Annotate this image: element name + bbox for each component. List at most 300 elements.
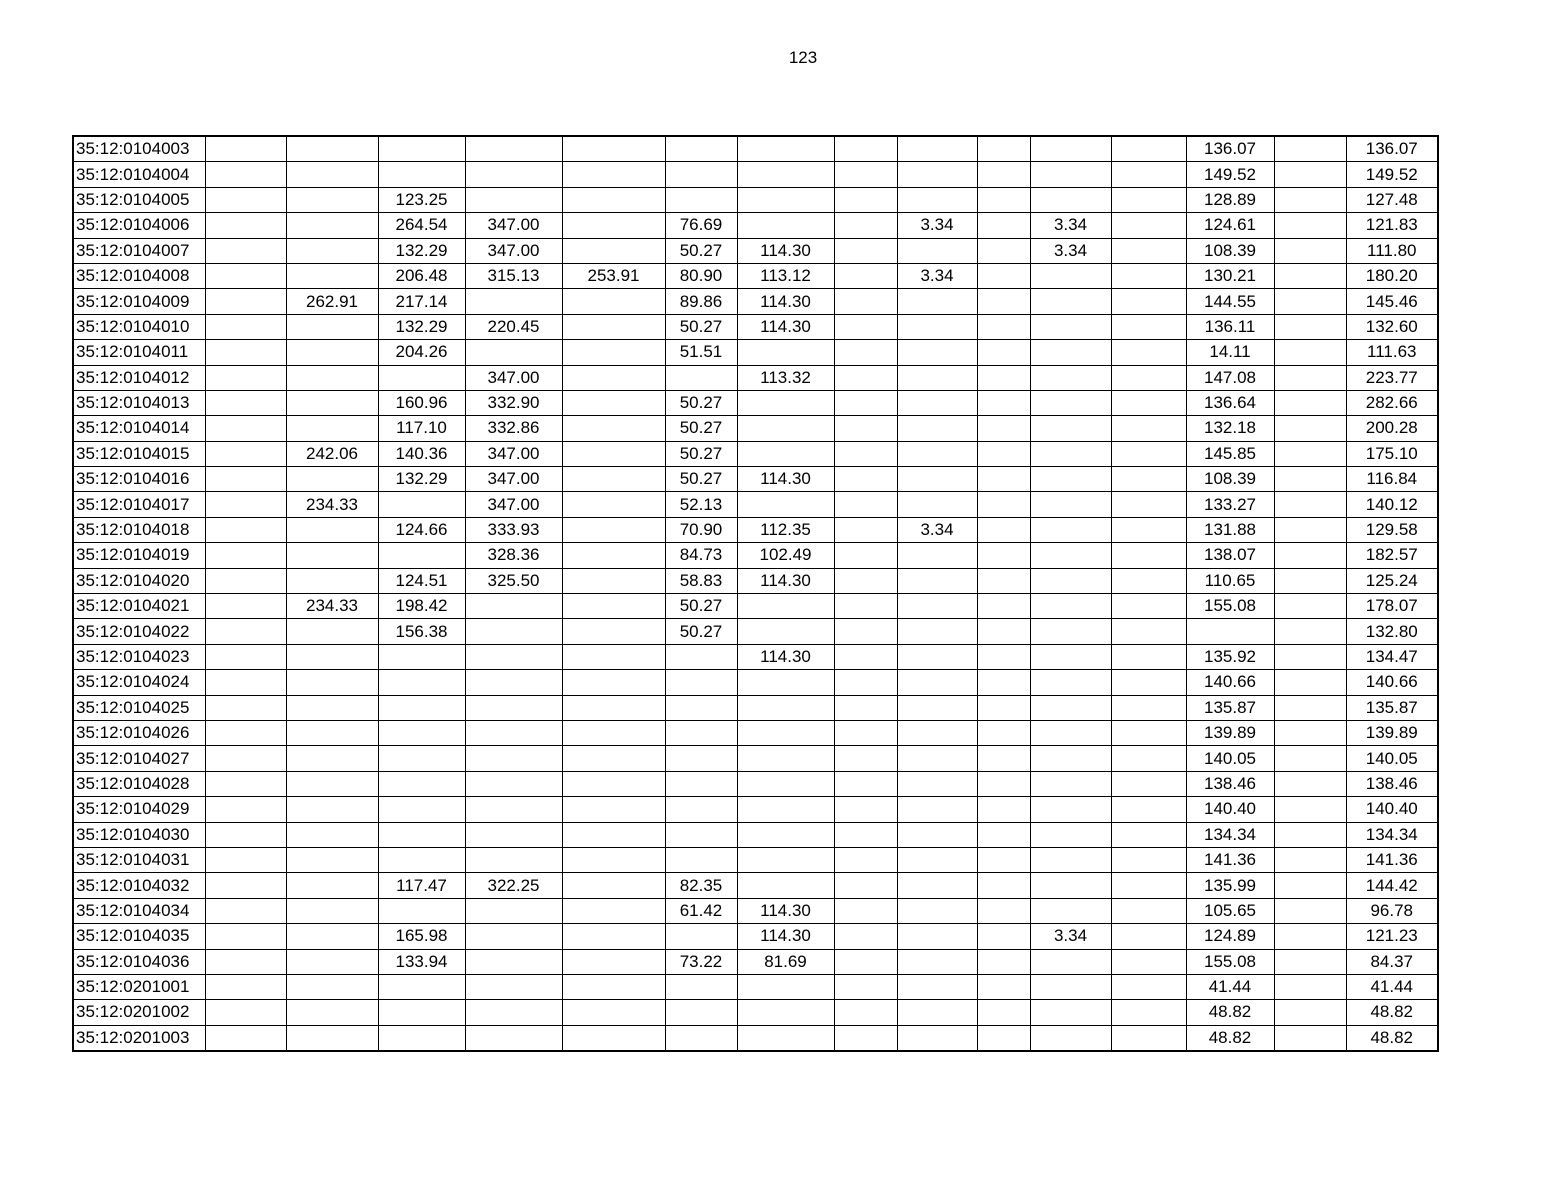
- table-cell: [205, 746, 286, 771]
- table-cell: [378, 1025, 465, 1051]
- table-cell: 136.11: [1186, 314, 1274, 339]
- table-cell: [897, 187, 977, 212]
- table-cell: [205, 619, 286, 644]
- table-cell: 234.33: [286, 492, 378, 517]
- table-cell: 50.27: [665, 441, 737, 466]
- table-cell: [834, 314, 897, 339]
- table-cell: [205, 974, 286, 999]
- table-cell: [286, 314, 378, 339]
- table-cell: 234.33: [286, 594, 378, 619]
- table-cell: [465, 187, 562, 212]
- table-cell: [286, 467, 378, 492]
- data-table: [72, 135, 1439, 1052]
- table-cell: [665, 644, 737, 669]
- table-cell: [286, 924, 378, 949]
- table-cell: 223.77: [1346, 365, 1438, 390]
- table-cell: [977, 238, 1030, 263]
- table-cell: [977, 873, 1030, 898]
- table-cell: 132.29: [378, 314, 465, 339]
- table-cell: [1030, 822, 1111, 847]
- table-cell: [1030, 162, 1111, 187]
- table-cell: [1111, 949, 1186, 974]
- table-cell: 89.86: [665, 289, 737, 314]
- table-cell: [977, 797, 1030, 822]
- table-cell: [834, 263, 897, 288]
- table-cell: [897, 746, 977, 771]
- row-id-cell: 35:12:0104034: [73, 898, 205, 923]
- table-cell: [562, 822, 665, 847]
- table-row: [73, 416, 1438, 441]
- table-cell: [1030, 974, 1111, 999]
- table-cell: [977, 365, 1030, 390]
- table-cell: 144.55: [1186, 289, 1274, 314]
- table-cell: 3.34: [897, 263, 977, 288]
- table-cell: 253.91: [562, 263, 665, 288]
- table-row: [73, 187, 1438, 212]
- table-cell: [1030, 492, 1111, 517]
- table-cell: [1030, 720, 1111, 745]
- table-cell: [286, 974, 378, 999]
- table-row: [73, 162, 1438, 187]
- table-cell: [562, 213, 665, 238]
- row-id-cell: 35:12:0104016: [73, 467, 205, 492]
- table-cell: [897, 314, 977, 339]
- table-cell: 242.06: [286, 441, 378, 466]
- table-cell: [378, 670, 465, 695]
- table-cell: [977, 543, 1030, 568]
- table-cell: [834, 949, 897, 974]
- table-cell: 347.00: [465, 213, 562, 238]
- table-cell: [834, 924, 897, 949]
- table-cell: [1030, 517, 1111, 542]
- table-cell: [205, 136, 286, 162]
- table-cell: [286, 340, 378, 365]
- table-cell: [562, 924, 665, 949]
- table-cell: [1111, 822, 1186, 847]
- table-cell: 180.20: [1346, 263, 1438, 288]
- table-cell: [205, 898, 286, 923]
- table-cell: [834, 797, 897, 822]
- table-cell: 48.82: [1346, 1025, 1438, 1051]
- table-cell: 50.27: [665, 619, 737, 644]
- table-cell: [286, 1000, 378, 1025]
- row-id-cell: 35:12:0104026: [73, 720, 205, 745]
- table-cell: [737, 695, 834, 720]
- table-cell: [665, 822, 737, 847]
- row-id-cell: 35:12:0104032: [73, 873, 205, 898]
- table-cell: [286, 746, 378, 771]
- table-cell: 124.66: [378, 517, 465, 542]
- table-cell: [1274, 847, 1346, 872]
- table-cell: [1030, 314, 1111, 339]
- table-cell: 282.66: [1346, 390, 1438, 415]
- table-cell: 73.22: [665, 949, 737, 974]
- table-cell: 328.36: [465, 543, 562, 568]
- table-cell: [897, 670, 977, 695]
- table-cell: [1030, 670, 1111, 695]
- table-cell: [977, 441, 1030, 466]
- table-cell: [465, 340, 562, 365]
- table-row: [73, 213, 1438, 238]
- table-cell: 136.64: [1186, 390, 1274, 415]
- table-cell: 133.27: [1186, 492, 1274, 517]
- table-row: [73, 771, 1438, 796]
- table-cell: 114.30: [737, 568, 834, 593]
- table-cell: [205, 543, 286, 568]
- table-cell: 48.82: [1186, 1025, 1274, 1051]
- table-cell: 130.21: [1186, 263, 1274, 288]
- table-cell: 217.14: [378, 289, 465, 314]
- row-id-cell: 35:12:0104019: [73, 543, 205, 568]
- table-cell: [1274, 974, 1346, 999]
- table-cell: [834, 1000, 897, 1025]
- table-cell: 58.83: [665, 568, 737, 593]
- row-id-cell: 35:12:0201002: [73, 1000, 205, 1025]
- table-cell: 111.80: [1346, 238, 1438, 263]
- table-cell: 96.78: [1346, 898, 1438, 923]
- table-cell: [1111, 340, 1186, 365]
- table-cell: [897, 1000, 977, 1025]
- row-id-cell: 35:12:0104024: [73, 670, 205, 695]
- table-cell: [465, 898, 562, 923]
- row-id-cell: 35:12:0104035: [73, 924, 205, 949]
- table-cell: [834, 365, 897, 390]
- table-cell: [205, 695, 286, 720]
- table-cell: [562, 949, 665, 974]
- table-cell: [1111, 1000, 1186, 1025]
- table-cell: [1030, 340, 1111, 365]
- table-cell: [562, 695, 665, 720]
- table-row: [73, 365, 1438, 390]
- table-cell: [1274, 594, 1346, 619]
- table-cell: [834, 720, 897, 745]
- table-cell: [562, 644, 665, 669]
- table-cell: [1030, 568, 1111, 593]
- table-cell: [378, 162, 465, 187]
- table-cell: [897, 720, 977, 745]
- table-cell: [562, 720, 665, 745]
- table-cell: [378, 1000, 465, 1025]
- table-cell: 114.30: [737, 924, 834, 949]
- table-cell: [1274, 619, 1346, 644]
- table-cell: [834, 670, 897, 695]
- table-row: [73, 340, 1438, 365]
- table-cell: 156.38: [378, 619, 465, 644]
- table-cell: 140.40: [1186, 797, 1274, 822]
- table-cell: [465, 771, 562, 796]
- table-cell: [205, 390, 286, 415]
- table-cell: [1030, 873, 1111, 898]
- table-cell: [1274, 213, 1346, 238]
- table-cell: [834, 238, 897, 263]
- table-cell: [665, 136, 737, 162]
- table-cell: [1030, 695, 1111, 720]
- table-cell: [1274, 949, 1346, 974]
- table-cell: [378, 136, 465, 162]
- table-row: [73, 1025, 1438, 1051]
- table-cell: [1111, 797, 1186, 822]
- table-row: [73, 238, 1438, 263]
- table-cell: [205, 670, 286, 695]
- table-cell: [737, 670, 834, 695]
- row-id-cell: 35:12:0104014: [73, 416, 205, 441]
- table-cell: [897, 136, 977, 162]
- table-cell: [286, 695, 378, 720]
- table-cell: [378, 822, 465, 847]
- table-row: [73, 949, 1438, 974]
- table-row: [73, 1000, 1438, 1025]
- table-cell: [737, 416, 834, 441]
- table-cell: [1030, 416, 1111, 441]
- table-cell: 155.08: [1186, 594, 1274, 619]
- table-cell: [286, 238, 378, 263]
- table-cell: [834, 136, 897, 162]
- table-cell: [205, 822, 286, 847]
- table-cell: 325.50: [465, 568, 562, 593]
- table-cell: [286, 720, 378, 745]
- table-cell: [205, 949, 286, 974]
- table-cell: [1111, 365, 1186, 390]
- table-cell: 61.42: [665, 898, 737, 923]
- table-cell: 347.00: [465, 467, 562, 492]
- table-cell: [834, 822, 897, 847]
- table-cell: [897, 467, 977, 492]
- table-cell: [665, 365, 737, 390]
- table-cell: 133.94: [378, 949, 465, 974]
- table-cell: [562, 238, 665, 263]
- table-cell: [977, 314, 1030, 339]
- table-cell: [562, 594, 665, 619]
- table-cell: 116.84: [1346, 467, 1438, 492]
- table-cell: [897, 162, 977, 187]
- table-cell: 50.27: [665, 390, 737, 415]
- table-row: [73, 670, 1438, 695]
- table-cell: [1030, 136, 1111, 162]
- table-cell: [1030, 898, 1111, 923]
- table-cell: 134.47: [1346, 644, 1438, 669]
- table-cell: 134.34: [1186, 822, 1274, 847]
- table-cell: [897, 644, 977, 669]
- table-cell: [465, 162, 562, 187]
- table-cell: [286, 619, 378, 644]
- table-cell: 315.13: [465, 263, 562, 288]
- table-cell: 132.60: [1346, 314, 1438, 339]
- table-cell: [897, 416, 977, 441]
- table-cell: 347.00: [465, 492, 562, 517]
- row-id-cell: 35:12:0104029: [73, 797, 205, 822]
- table-cell: 114.30: [737, 238, 834, 263]
- table-cell: [1111, 1025, 1186, 1051]
- table-body: [73, 136, 1438, 1051]
- table-cell: 220.45: [465, 314, 562, 339]
- table-cell: 14.11: [1186, 340, 1274, 365]
- table-cell: [977, 263, 1030, 288]
- table-cell: [977, 644, 1030, 669]
- table-cell: [897, 771, 977, 796]
- table-cell: [562, 873, 665, 898]
- table-cell: [737, 441, 834, 466]
- table-cell: [1030, 949, 1111, 974]
- table-cell: [977, 467, 1030, 492]
- table-cell: 322.25: [465, 873, 562, 898]
- table-cell: [205, 187, 286, 212]
- table-cell: [1274, 720, 1346, 745]
- table-cell: 138.07: [1186, 543, 1274, 568]
- table-cell: [205, 263, 286, 288]
- table-cell: [1111, 924, 1186, 949]
- table-cell: [834, 517, 897, 542]
- table-cell: [897, 1025, 977, 1051]
- table-cell: [1111, 263, 1186, 288]
- table-cell: [286, 1025, 378, 1051]
- table-cell: [562, 416, 665, 441]
- table-cell: 132.29: [378, 238, 465, 263]
- table-cell: 114.30: [737, 898, 834, 923]
- row-id-cell: 35:12:0104006: [73, 213, 205, 238]
- table-cell: [977, 847, 1030, 872]
- table-cell: [897, 873, 977, 898]
- table-row: [73, 746, 1438, 771]
- table-cell: 141.36: [1186, 847, 1274, 872]
- table-cell: [465, 594, 562, 619]
- table-cell: [977, 1025, 1030, 1051]
- table-cell: 147.08: [1186, 365, 1274, 390]
- table-cell: [897, 543, 977, 568]
- table-cell: [286, 822, 378, 847]
- table-cell: 140.12: [1346, 492, 1438, 517]
- table-cell: [897, 390, 977, 415]
- table-cell: [1111, 136, 1186, 162]
- table-cell: [1111, 187, 1186, 212]
- table-cell: 105.65: [1186, 898, 1274, 923]
- table-cell: [562, 162, 665, 187]
- table-cell: [562, 746, 665, 771]
- table-cell: [205, 1000, 286, 1025]
- table-cell: 132.18: [1186, 416, 1274, 441]
- table-cell: 3.34: [1030, 213, 1111, 238]
- table-cell: [834, 695, 897, 720]
- table-cell: [1111, 720, 1186, 745]
- table-cell: [465, 949, 562, 974]
- row-id-cell: 35:12:0104007: [73, 238, 205, 263]
- row-id-cell: 35:12:0104018: [73, 517, 205, 542]
- table-row: [73, 568, 1438, 593]
- table-cell: [562, 771, 665, 796]
- table-cell: [1274, 822, 1346, 847]
- table-cell: 102.49: [737, 543, 834, 568]
- table-row: [73, 314, 1438, 339]
- table-row: [73, 390, 1438, 415]
- table-cell: 124.51: [378, 568, 465, 593]
- table-cell: [1030, 746, 1111, 771]
- table-cell: [1111, 898, 1186, 923]
- table-cell: [1111, 517, 1186, 542]
- table-cell: [977, 136, 1030, 162]
- table-cell: [1274, 314, 1346, 339]
- row-id-cell: 35:12:0104009: [73, 289, 205, 314]
- table-cell: [1274, 467, 1346, 492]
- table-cell: [1030, 1025, 1111, 1051]
- table-cell: 135.99: [1186, 873, 1274, 898]
- table-cell: [205, 314, 286, 339]
- table-cell: 200.28: [1346, 416, 1438, 441]
- table-cell: [562, 847, 665, 872]
- table-row: [73, 720, 1438, 745]
- table-cell: [834, 568, 897, 593]
- table-cell: [977, 390, 1030, 415]
- table-cell: [1274, 416, 1346, 441]
- table-cell: [205, 238, 286, 263]
- table-cell: [562, 365, 665, 390]
- table-cell: [834, 898, 897, 923]
- table-cell: [1111, 695, 1186, 720]
- table-cell: [286, 390, 378, 415]
- table-cell: 110.65: [1186, 568, 1274, 593]
- table-cell: [897, 340, 977, 365]
- table-cell: [897, 492, 977, 517]
- table-cell: [562, 568, 665, 593]
- row-id-cell: 35:12:0104021: [73, 594, 205, 619]
- table-cell: 50.27: [665, 467, 737, 492]
- table-cell: 135.87: [1186, 695, 1274, 720]
- table-cell: [205, 365, 286, 390]
- table-cell: [205, 1025, 286, 1051]
- table-cell: [205, 517, 286, 542]
- table-cell: [834, 873, 897, 898]
- table-cell: [1274, 670, 1346, 695]
- table-cell: [562, 187, 665, 212]
- table-cell: [977, 746, 1030, 771]
- table-cell: 333.93: [465, 517, 562, 542]
- table-cell: 347.00: [465, 365, 562, 390]
- table-cell: [1274, 771, 1346, 796]
- table-cell: [1111, 390, 1186, 415]
- table-cell: [1030, 441, 1111, 466]
- table-cell: [737, 1000, 834, 1025]
- table-cell: [562, 974, 665, 999]
- row-id-cell: 35:12:0104003: [73, 136, 205, 162]
- table-cell: 165.98: [378, 924, 465, 949]
- table-cell: [834, 594, 897, 619]
- table-cell: [465, 1000, 562, 1025]
- table-cell: [834, 746, 897, 771]
- row-id-cell: 35:12:0104010: [73, 314, 205, 339]
- table-cell: [977, 974, 1030, 999]
- table-cell: [737, 822, 834, 847]
- table-cell: [977, 416, 1030, 441]
- table-cell: [665, 1000, 737, 1025]
- table-row: [73, 822, 1438, 847]
- table-cell: [378, 365, 465, 390]
- table-cell: [834, 390, 897, 415]
- table-row: [73, 492, 1438, 517]
- table-cell: [562, 1025, 665, 1051]
- table-cell: 160.96: [378, 390, 465, 415]
- table-cell: [562, 517, 665, 542]
- table-cell: [286, 898, 378, 923]
- table-cell: [737, 771, 834, 796]
- table-row: [73, 898, 1438, 923]
- row-id-cell: 35:12:0104028: [73, 771, 205, 796]
- table-cell: [465, 1025, 562, 1051]
- table-cell: [465, 746, 562, 771]
- table-cell: [1274, 492, 1346, 517]
- table-cell: [562, 797, 665, 822]
- table-cell: [834, 847, 897, 872]
- table-cell: [286, 136, 378, 162]
- table-cell: [378, 898, 465, 923]
- table-cell: [465, 695, 562, 720]
